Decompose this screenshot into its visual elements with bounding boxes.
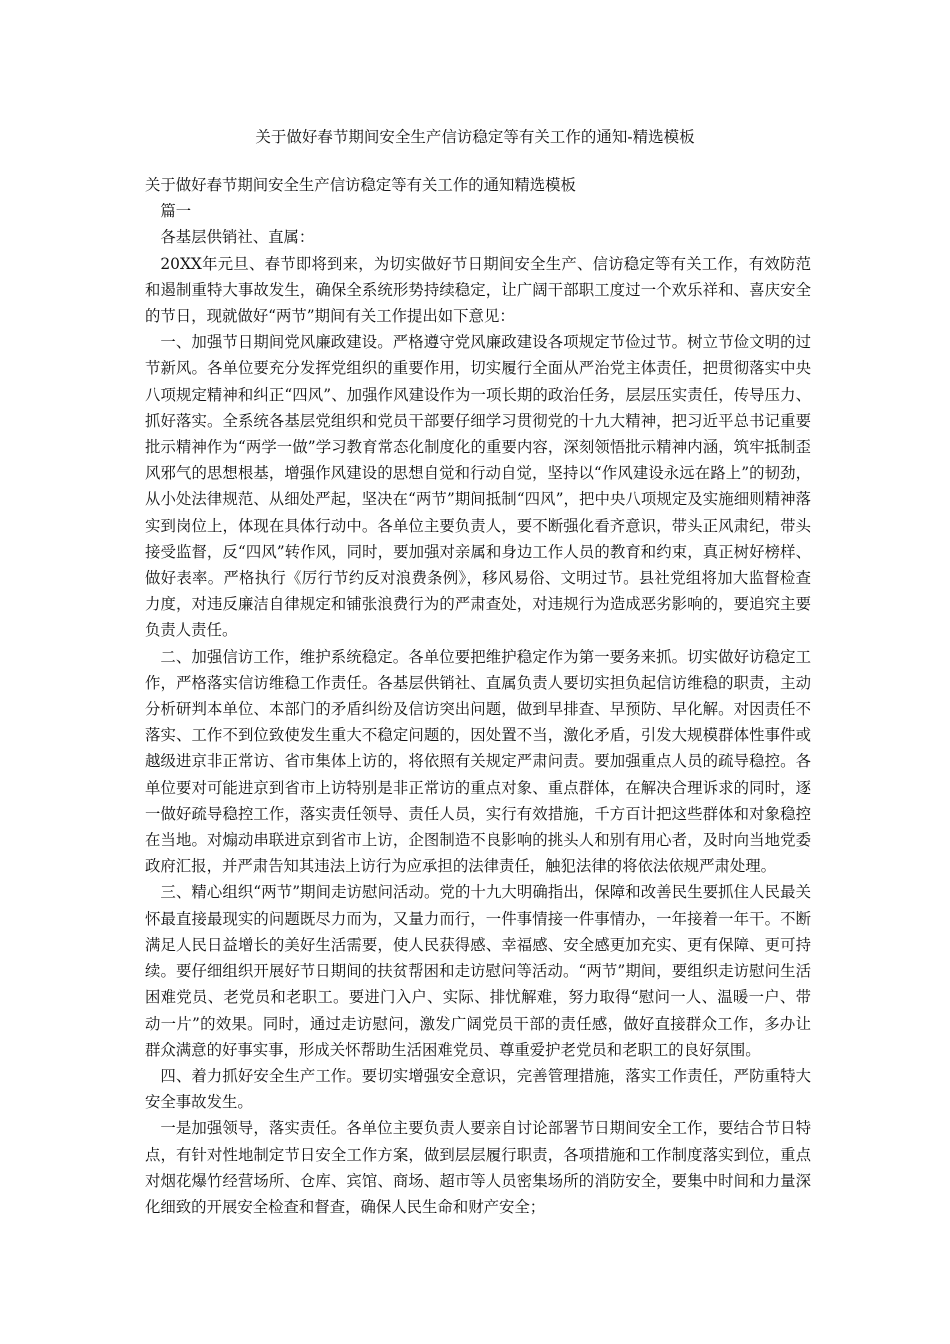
paragraph-intro: 20XX年元旦、春节即将到来，为切实做好节日期间安全生产、信访稳定等有关工作，有效防范和遏制重特大事故发生，确保全系统形势持续稳定，让广阔干部职工度过一个欢乐祥和、喜庆安全的节日，现就做好“两节”期间有关工作提出如下意见：: [145, 254, 811, 326]
paragraph-section-4: 四、着力抓好安全生产工作。要切实增强安全意识，完善管理措施，落实工作责任，严防重特大安全事故发生。: [145, 1066, 811, 1112]
document-title: 关于做好春节期间安全生产信访稳定等有关工作的通知-精选模板: [255, 128, 695, 146]
paragraph-section-1: 一、加强节日期间党风廉政建设。严格遵守党风廉政建设各项规定节俭过节。树立节俭文明的过节新风。各单位要充分发挥党组织的重要作用，切实履行全面从严治党主体责任，把贯彻落实中央八项规定精神和纠正“四风”、加强作风建设作为一项长期的政治任务，层层压实责任，传导压力、抓好落实。全系统各基层党组织和党员干部要仔细学习贯彻党的十九大精神，把习近平总书记重要批示精神作为“两学一做”学习教育常态化制度化的重要内容，深刻领悟批示精神内涵，筑牢抵制歪风邪气的思想根基，增强作风建设的思想自觉和行动自觉，坚持以“作风建设永远在路上”的韧劲，从小处法律规范、从细处严起，坚决在“两节”期间抵制“四风”，把中央八项规定及实施细则精神落实到岗位上，体现在具体行动中。各单位主要负责人，要不断强化看齐意识，带头正风肃纪，带头接受监督，反“四风”转作风，同时，要加强对亲属和身边工作人员的教育和约束，真正树好榜样、做好表率。严格执行《厉行节约反对浪费条例》，移风易俗、文明过节。县社党组将加大监督检查力度，对违反廉洁自律规定和铺张浪费行为的严肃查处，对违规行为造成恶劣影响的，要追究主要负责人责任。: [145, 333, 811, 640]
document-subtitle: 关于做好春节期间安全生产信访稳定等有关工作的通知精选模板: [145, 176, 576, 194]
paragraph-section-3: 三、精心组织“两节”期间走访慰问活动。党的十九大明确指出，保障和改善民生要抓住人民最关怀最直接最现实的问题既尽力而为，又量力而行，一件事情接一件事情办，一年接着一年干。不断满足人民日益增长的美好生活需要，使人民获得感、幸福感、安全感更加充实、更有保障、更可持续。要仔细组织开展好节日期间的扶贫帮困和走访慰问等活动。“两节”期间，要组织走访慰问生活困难党员、老党员和老职工。要进门入户、实际、排忧解难，努力取得“慰问一人、温暖一户、带动一片”的效果。同时，通过走访慰问，激发广阔党员干部的责任感，做好直接群众工作，多办让群众满意的好事实事，形成关怀帮助生活困难党员、尊重爱护老党员和老职工的良好氛围。: [145, 883, 811, 1059]
document-body: [145, 172, 811, 1220]
paragraph-section-4-item-1: 一是加强领导，落实责任。各单位主要负责人要亲自讨论部署节日期间安全工作，要结合节日特点，有针对性地制定节日安全工作方案，做到层层履行职责，各项措施和工作制度落实到位，重点对烟花爆竹经营场所、仓库、宾馆、商场、超市等人员密集场所的消防安全，要集中时间和力量深化细致的开展安全检查和督查，确保人民生命和财产安全；: [145, 1119, 811, 1216]
section-label: 篇一: [160, 202, 192, 221]
paragraph-section-2: 二、加强信访工作，维护系统稳定。各单位要把维护稳定作为第一要务来抓。切实做好访稳定工作，严格落实信访维稳工作责任。各基层供销社、直属负责人要切实担负起信访维稳的职责，主动分析研判本单位、本部门的矛盾纠纷及信访突出问题，做到早排查、早预防、早化解。对因责任不落实、工作不到位致使发生重大不稳定问题的，因处置不当，激化矛盾，引发大规模群体性事件或越级进京非正常访、省市集体上访的，将依照有关规定严肃问责。要加强重点人员的疏导稳控。各单位要对可能进京到省市上访特别是非正常访的重点对象、重点群体，在解决合理诉求的同时，逐一做好疏导稳控工作，落实责任领导、责任人员，实行有效措施，千方百计把这些群体和对象稳控在当地。对煽动串联进京到省市上访，企图制造不良影响的挑头人和别有用心者，及时向当地党委政府汇报，并严肃告知其违法上访行为应承担的法律责任，触犯法律的将依法依规严肃处理。: [145, 647, 811, 876]
salutation: 各基层供销社、直属：: [160, 228, 315, 247]
